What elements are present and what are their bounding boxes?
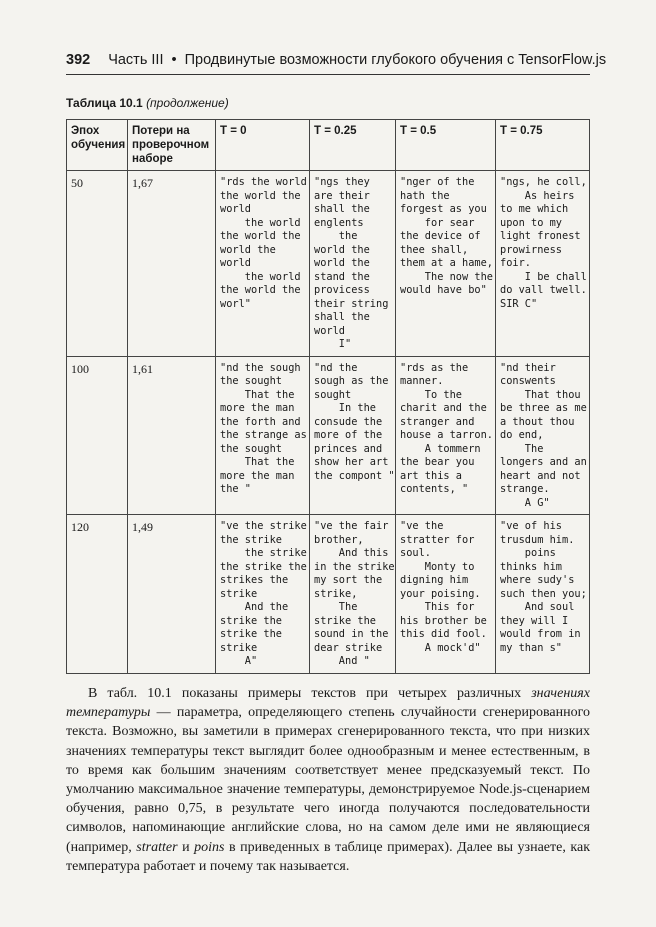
col-loss: Потери на проверочном наборе xyxy=(128,120,216,171)
paragraph-emphasis: значениях температуры xyxy=(66,686,590,721)
sample-text-t05: "nger of the hath the forgest as you for sear the device of thee shall, them at a hame, The now the would have bo" xyxy=(400,176,493,296)
chapter-title: Продвинутые возможности глубокого обучения с TensorFlow.js xyxy=(184,52,607,68)
paragraph-text: В табл. 10.1 показаны примеры текстов при четырех различных xyxy=(88,686,532,701)
epoch-cell: 50 xyxy=(67,171,128,357)
table-caption xyxy=(66,96,229,110)
table-row xyxy=(67,171,590,357)
sample-text-t05: "rds as the manner. To the charit and the stranger and house a tarron. A tommern the bear you art this a contents, " xyxy=(400,361,493,495)
sample-text-t0: "ve the strike the strike the strike the strike the strikes the strike And the strike the strike the strike A" xyxy=(220,520,307,667)
paragraph-text: и xyxy=(177,839,195,855)
running-header xyxy=(66,52,607,75)
table-row xyxy=(67,515,590,674)
sample-text-t075: "ve of his trusdum him. poins thinks him where sudy's such then you; And soul they will I would from in my than s" xyxy=(500,520,587,654)
col-t075: T = 0.75 xyxy=(496,120,590,171)
body-paragraph xyxy=(66,684,590,876)
table-row xyxy=(67,356,590,515)
col-t05: T = 0.5 xyxy=(396,120,496,171)
table-note: (продолжение) xyxy=(146,96,229,110)
col-t0: T = 0 xyxy=(216,120,310,171)
results-table xyxy=(66,119,590,674)
header-separator: • xyxy=(171,52,177,68)
table-header-row xyxy=(67,120,590,171)
sample-text-t05: "ve the stratter for soul. Monty to digning him your poising. This for his brother be this did fool. A mock'd" xyxy=(400,520,487,654)
sample-text-t025: "nd the sough as the sought In the consude the more of the princes and show her art the compont " xyxy=(314,361,395,482)
paragraph-emphasis: poins xyxy=(194,839,225,855)
sample-text-t075: "ngs, he coll, As heirs to me which upon to my light fronest prowirness foir. I be chall do vall twell. SIR C" xyxy=(500,176,587,310)
loss-cell: 1,49 xyxy=(128,515,216,674)
sample-text-t0: "nd the sough the sought That the more the man the forth and the strange as the sought That the more the man the " xyxy=(220,361,307,495)
col-epochs: Эпох обучения xyxy=(67,120,128,171)
col-t025: T = 0.25 xyxy=(310,120,396,171)
table-label: Таблица 10.1 xyxy=(66,96,143,110)
epoch-cell: 120 xyxy=(67,515,128,674)
paragraph-text: — параметра, определяющего степень случайности сгенерированного текста. Возможно, вы заметили в примерах сгенерированного текста, что при низких значениях температуры текст выглядит более однообразным и менее естественным, в то время как большим значениям соответствует менее предсказуемый текст. По умолчанию максимальное значение температуры, демонстрируемое Node.js-сценарием обучения, равно 0,75, в результате чего иногда получаются последовательности символов, напоминающие английские слова, но на самом деле ими не являющиеся (например, xyxy=(66,705,590,855)
sample-text-t0: "rds the world the world the world the world the world the world the world the world the world the worl" xyxy=(220,176,307,310)
sample-text-t025: "ngs they are their shall the englents the world the world the stand the provicess their string shall the world I" xyxy=(314,176,389,350)
loss-cell: 1,61 xyxy=(128,356,216,515)
sample-text-t075: "nd their conswents That thou be three as me a thout thou do end, The longers and an heart and not strange. A G" xyxy=(500,361,587,509)
sample-text-t025: "ve the fair brother, And this in the strike my sort the strike, The strike the sound in the dear strike And " xyxy=(314,520,395,667)
paragraph-emphasis: stratter xyxy=(136,839,178,855)
epoch-cell: 100 xyxy=(67,356,128,515)
part-label: Часть III xyxy=(108,52,164,68)
paragraph-text: в приведенных в таблице примерах). Далее вы узнаете, как температура работает и почему так называется. xyxy=(66,839,590,874)
loss-cell: 1,67 xyxy=(128,171,216,357)
page-number: 392 xyxy=(66,52,91,68)
